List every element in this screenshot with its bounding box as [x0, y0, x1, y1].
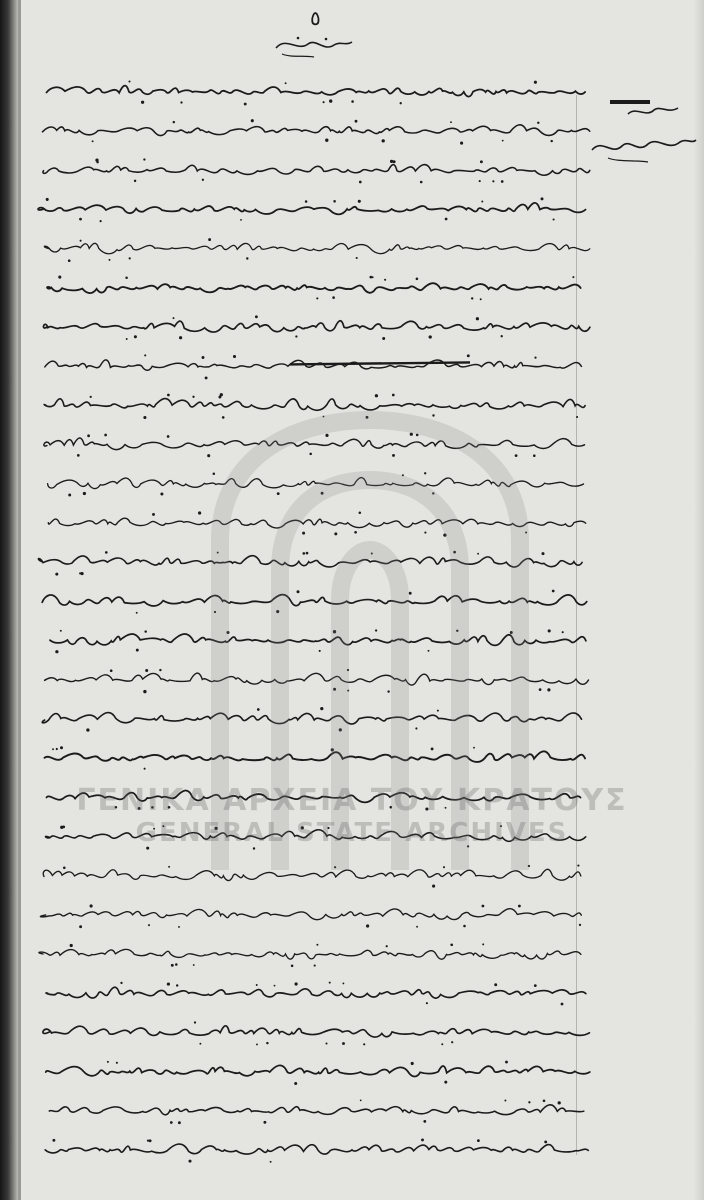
script-dot: [100, 220, 102, 222]
script-dot: [149, 1139, 152, 1142]
script-dot: [173, 317, 175, 319]
script-dot: [256, 1043, 258, 1045]
script-line: [43, 869, 581, 880]
script-dot: [240, 219, 242, 221]
script-dot: [80, 240, 82, 242]
script-dot: [233, 355, 236, 358]
script-dot: [356, 257, 358, 259]
script-dot: [202, 356, 205, 359]
script-dot: [81, 572, 84, 575]
script-dot: [52, 1139, 55, 1142]
script-dot: [429, 335, 432, 338]
script-dot: [579, 924, 581, 926]
script-dot: [392, 394, 395, 397]
script-dot: [134, 335, 137, 338]
script-dot: [90, 904, 93, 907]
script-dot: [285, 82, 287, 84]
script-dot: [492, 180, 494, 182]
script-dot: [426, 1002, 428, 1004]
script-line: [38, 203, 585, 214]
script-dot: [244, 103, 247, 106]
script-dot: [105, 551, 108, 554]
script-dot: [450, 121, 452, 123]
script-dot: [270, 1161, 272, 1163]
page-heading-script: [268, 30, 358, 60]
script-dot: [476, 317, 479, 320]
script-line: [46, 987, 586, 998]
script-line: [39, 949, 581, 959]
script-dot: [55, 573, 58, 576]
script-dot: [550, 140, 552, 142]
script-dot: [505, 1061, 508, 1064]
script-dot: [255, 315, 258, 318]
page-edge-shadow: [694, 0, 704, 1200]
script-dot: [482, 905, 485, 908]
script-dot: [316, 944, 318, 946]
script-dot: [192, 396, 194, 398]
script-dot: [400, 102, 402, 104]
script-dot: [194, 1021, 196, 1023]
script-dot: [411, 1062, 414, 1065]
watermark-text-english: GENERAL STATE ARCHIVES: [135, 818, 569, 848]
script-dot: [60, 630, 62, 632]
script-dot: [143, 416, 146, 419]
script-dot: [504, 1100, 506, 1102]
script-dot: [152, 513, 155, 516]
script-dot: [291, 965, 294, 968]
script-dot: [266, 1042, 268, 1044]
script-dot: [316, 297, 318, 299]
script-dot: [126, 338, 128, 340]
script-dot: [136, 612, 138, 614]
script-dot: [444, 1081, 447, 1084]
script-dot: [561, 1003, 564, 1006]
script-dot: [180, 101, 182, 103]
script-dot: [46, 198, 49, 201]
script-dot: [366, 924, 369, 927]
script-dot: [128, 80, 130, 82]
script-dot: [305, 200, 308, 203]
script-dot: [110, 669, 113, 672]
script-line: [46, 1065, 590, 1076]
script-dot: [202, 179, 204, 181]
script-dot: [56, 748, 58, 750]
script-dot: [144, 354, 146, 356]
script-dot: [83, 492, 86, 495]
script-dot: [323, 101, 325, 103]
script-dot: [274, 985, 276, 987]
script-dot: [173, 121, 175, 123]
script-dot: [246, 257, 248, 259]
script-dot: [143, 158, 145, 160]
script-line: [43, 125, 590, 136]
script-dot: [467, 354, 470, 357]
script-dot: [145, 669, 148, 672]
strikethrough-mark: [290, 362, 470, 364]
script-dot: [199, 1043, 201, 1045]
script-dot: [481, 201, 483, 203]
script-dot: [502, 140, 504, 142]
script-dot: [479, 180, 481, 182]
script-dot: [134, 180, 136, 182]
script-dot: [129, 257, 131, 259]
script-dot: [384, 279, 386, 281]
script-dot: [96, 161, 98, 163]
script-dot: [68, 259, 71, 262]
script-dot: [92, 140, 94, 142]
script-dot: [360, 1100, 362, 1102]
script-dot: [147, 1140, 149, 1142]
script-dot: [77, 454, 80, 457]
script-dot: [553, 218, 555, 220]
script-dot: [325, 139, 328, 142]
script-line: [49, 1105, 584, 1115]
script-dot: [351, 100, 354, 103]
script-line: [43, 1026, 589, 1037]
script-dot: [176, 984, 178, 986]
script-dot: [256, 984, 258, 986]
page-number: ٥: [310, 6, 321, 30]
script-dot: [120, 982, 122, 984]
script-line: [45, 1144, 588, 1154]
script-dot: [450, 943, 453, 946]
script-dot: [471, 297, 473, 299]
script-dot: [393, 160, 396, 163]
script-dot: [441, 1043, 443, 1045]
script-dot: [178, 926, 180, 928]
script-dot: [445, 218, 448, 221]
script-line: [44, 243, 589, 253]
watermark-text-greek: ΓΕΝΙΚΑ ΑΡΧΕΙΑ ΤΟΥ ΚΡΑΤΟΥΣ: [76, 783, 628, 818]
script-dot: [329, 99, 332, 102]
script-dot: [358, 200, 361, 203]
script-dot: [109, 259, 111, 261]
script-dot: [342, 982, 344, 984]
script-dot: [167, 394, 170, 397]
script-dot: [208, 238, 211, 241]
script-dot: [518, 905, 521, 908]
script-dot: [382, 337, 385, 340]
script-dot: [501, 180, 504, 183]
script-dot: [432, 885, 435, 888]
script-dot: [87, 434, 90, 437]
script-dot: [416, 926, 418, 928]
script-dot: [70, 944, 73, 947]
script-dot: [125, 277, 128, 280]
script-dot: [375, 394, 378, 397]
script-dot: [178, 1121, 181, 1124]
script-line: [40, 909, 581, 920]
script-dot: [179, 336, 182, 339]
script-dot: [572, 276, 574, 278]
script-dot: [495, 984, 497, 986]
script-dot: [386, 945, 388, 947]
page-fold: [18, 0, 21, 1200]
binding-edge: [0, 0, 18, 1200]
script-dot: [295, 982, 298, 985]
script-dot: [55, 650, 58, 653]
script-dot: [251, 119, 254, 122]
script-dot: [534, 356, 536, 358]
script-line: [47, 86, 586, 97]
script-dot: [52, 748, 54, 750]
script-dot: [141, 101, 144, 104]
script-dot: [314, 965, 316, 967]
script-dot: [558, 1101, 561, 1104]
script-dot: [501, 335, 503, 337]
script-dot: [107, 1061, 109, 1063]
script-dot: [342, 1042, 345, 1045]
script-dot: [136, 649, 139, 652]
script-dot: [193, 964, 195, 966]
script-dot: [170, 1121, 173, 1124]
script-dot: [325, 1042, 327, 1044]
script-dot: [79, 218, 82, 221]
script-line: [43, 321, 589, 332]
script-dot: [205, 376, 208, 379]
script-dot: [90, 396, 92, 398]
script-dot: [543, 1100, 546, 1103]
script-dot: [537, 122, 539, 124]
script-dot: [63, 867, 66, 870]
script-dot: [171, 964, 174, 967]
script-dot: [480, 160, 483, 163]
script-dot: [355, 120, 358, 123]
script-dot: [382, 139, 385, 142]
script-dot: [480, 298, 482, 300]
script-dot: [167, 983, 170, 986]
script-dot: [482, 943, 484, 945]
script-dot: [333, 200, 336, 203]
script-dot: [329, 982, 331, 984]
script-dot: [60, 746, 63, 749]
script-line: [43, 165, 590, 176]
script-dot: [528, 1101, 530, 1103]
script-dot: [463, 925, 466, 928]
script-dot: [58, 276, 61, 279]
script-dot: [477, 1139, 480, 1142]
script-dot: [188, 1160, 191, 1163]
script-dot: [79, 925, 82, 928]
script-dot: [416, 278, 419, 281]
script-dot: [420, 181, 423, 184]
script-dot: [294, 1082, 297, 1085]
script-dot: [263, 1121, 266, 1124]
script-dot: [451, 1041, 453, 1043]
script-dot: [421, 1138, 424, 1141]
script-dot: [332, 296, 335, 299]
script-dot: [68, 494, 71, 497]
script-dot: [295, 335, 297, 337]
script-dot: [534, 81, 537, 84]
script-dot: [86, 728, 89, 731]
script-dot: [104, 434, 107, 437]
script-dot: [372, 276, 374, 278]
script-dot: [359, 181, 362, 184]
script-dot: [423, 1120, 426, 1123]
script-line: [47, 283, 581, 293]
script-dot: [144, 768, 146, 770]
script-dot: [460, 142, 463, 145]
margin-note-script: [588, 92, 698, 172]
script-dot: [220, 393, 223, 396]
script-dot: [175, 963, 178, 966]
script-dot: [148, 924, 150, 926]
script-dot: [144, 630, 146, 632]
script-dot: [541, 197, 544, 200]
script-dot: [544, 1140, 547, 1143]
script-dot: [116, 1062, 118, 1064]
script-dot: [143, 690, 146, 693]
script-dot: [534, 984, 537, 987]
script-dot: [363, 1043, 365, 1045]
